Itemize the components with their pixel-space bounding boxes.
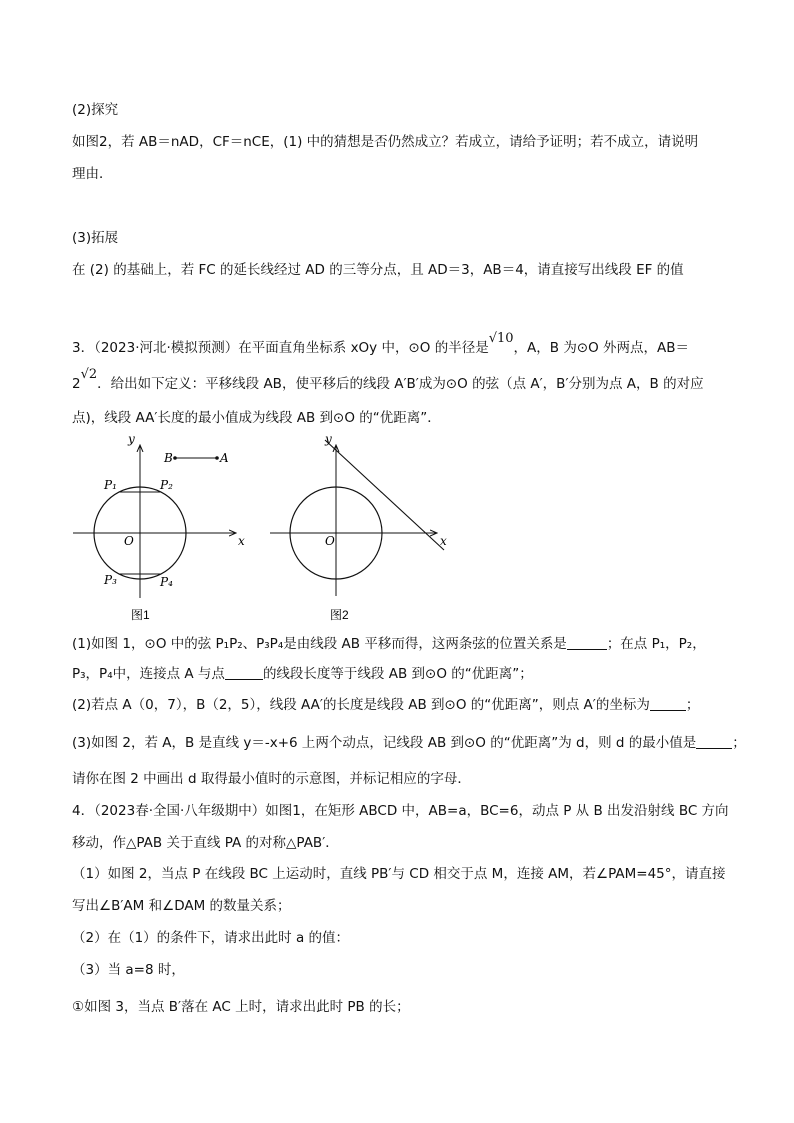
q3-s3-text: (3)如图 2，若 A，B 是直线 y＝-x+6 上两个动点，记线段 AB 到⊙O 的“优距离”为 d，则 d 的最小值是 <box>72 735 697 751</box>
answer-blank[interactable] <box>696 734 732 749</box>
q3-s1-line1b: ；在点 P₁，P₂， <box>606 636 706 652</box>
fig1-label-b: B <box>164 451 173 465</box>
part2-text-line1: 如图2，若 AB＝nAD，CF＝nCE，(1) 中的猜想是否仍然成立？若成立，请给予证明；若不成立，请说明 <box>72 134 699 150</box>
sqrt2-symbol: √2 <box>80 367 98 382</box>
q3-s1-line2 <box>72 664 533 684</box>
answer-blank[interactable] <box>567 635 607 650</box>
q4-line1: 4．（2023春·全国·八年级期中）如图1，在矩形 ABCD 中，AB=a，BC=6，动点 P 从 B 出发沿射线 BC 方向 <box>72 803 729 819</box>
q3-s1-line2b: 的线段长度等于线段 AB 到⊙O 的“优距离”； <box>262 666 533 682</box>
q3-s2-text: (2)若点 A（0，7），B（2，5），线段 AA′的长度是线段 AB 到⊙O 的“优距离”，则点 A′的坐标为 <box>72 697 650 713</box>
fig1-label-p1: P₁ <box>104 478 117 492</box>
part2-text-line2: 理由． <box>72 166 113 182</box>
fig1-label-x: x <box>238 534 245 548</box>
fig2-label-o: O <box>325 534 335 548</box>
answer-blank[interactable] <box>225 665 263 680</box>
fig1-label-p4: P₄ <box>160 575 173 589</box>
q3-line2-post: ．给出如下定义：平移线段 AB，使平移后的线段 A′B′成为⊙O 的弦（点 A′，B′分别为点 A，B 的对应 <box>97 376 704 392</box>
q4-line2: 移动，作△PAB 关于直线 PA 的对称△PAB′． <box>72 835 339 851</box>
fig1-point-a <box>215 456 219 460</box>
q3-s1-line1 <box>72 634 706 654</box>
answer-blank[interactable] <box>650 696 686 711</box>
q3-s3-line2: 请你在图 2 中画出 d 取得最小值时的示意图，并标记相应的字母． <box>72 771 471 787</box>
part3-text-line1: 在 (2) 的基础上，若 FC 的延长线经过 AD 的三等分点，且 AD＝3，AB＝4，请直接写出线段 EF 的值 <box>72 262 684 278</box>
part3-heading: (3)拓展 <box>72 230 119 246</box>
fig1-label-a: A <box>220 451 229 465</box>
q3-s2 <box>72 695 699 715</box>
q3-line1 <box>72 331 690 359</box>
q4-s1-line2: 写出∠B′AM 和∠DAM 的数量关系； <box>72 898 291 914</box>
fig2-label-y: y <box>325 432 332 446</box>
fig1-label-p2: P₂ <box>160 478 173 492</box>
part2-heading: (2)探究 <box>72 102 119 118</box>
q3-s3-end: ； <box>732 735 746 751</box>
q4-s1-line1: （1）如图 2，当点 P 在线段 BC 上运动时，直线 PB′与 CD 相交于点 M，连接 AM，若∠PAM=45°，请直接 <box>72 866 726 882</box>
fig2-caption: 图2 <box>330 608 349 622</box>
q3-s1-line2a: P₃，P₄中，连接点 A 与点 <box>72 666 225 682</box>
q3-s2-end: ； <box>685 697 700 713</box>
fig2-label-x: x <box>440 534 447 548</box>
sqrt10-symbol: √10 <box>488 331 514 346</box>
q3-line3: 点)，线段 AA′长度的最小值成为线段 AB 到⊙O 的“优距离”． <box>72 410 441 426</box>
fig1-point-b <box>173 456 177 460</box>
q4-s3-1: ①如图 3，当点 B′落在 AC 上时，请求出此时 PB 的长； <box>72 999 410 1015</box>
fig1-label-y: y <box>128 432 135 446</box>
q4-s2: （2）在（1）的条件下，请求出此时 a 的值： <box>72 930 350 946</box>
figure-2 <box>265 430 455 630</box>
q3-s3 <box>72 733 746 753</box>
fig1-label-o: O <box>124 534 134 548</box>
figure-1 <box>70 430 270 630</box>
q3-s1-line1a: (1)如图 1，⊙O 中的弦 P₁P₂、P₃P₄是由线段 AB 平移而得，这两条弦的位置关系是 <box>72 636 567 652</box>
q4-s3: （3）当 a=8 时， <box>72 962 185 978</box>
q3-line1-pre: 3．（2023·河北·模拟预测）在平面直角坐标系 xOy 中，⊙O 的半径是 <box>72 340 489 356</box>
fig1-label-p3: P₃ <box>104 573 117 587</box>
q3-line1-post: ，A，B 为⊙O 外两点，AB＝ <box>513 340 690 356</box>
fig1-caption: 图1 <box>131 608 150 622</box>
q3-line2 <box>72 367 704 395</box>
q3-coef2: 2 <box>72 376 81 392</box>
